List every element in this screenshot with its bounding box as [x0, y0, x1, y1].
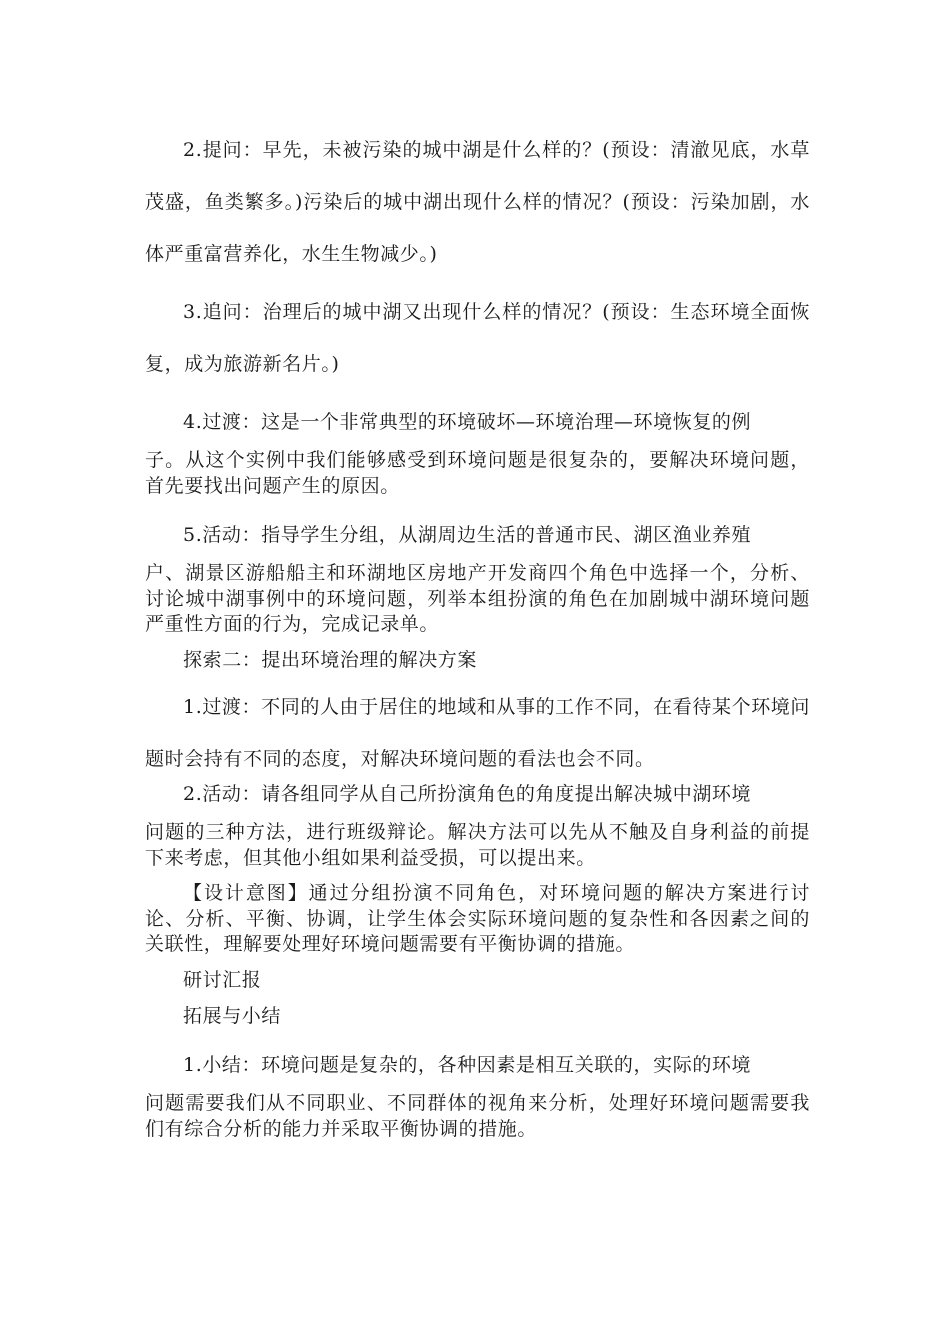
heading-report: 研讨汇报 [183, 969, 262, 991]
paragraph-activity-rest: 户、湖景区游船船主和环湖地区房地产开发商四个角色中选择一个，分析、讨论城中湖事例中的环境问题，列举本组扮演的角色在加剧城中湖环境问题严重性方面的行为，完成记录单。 [145, 562, 810, 635]
paragraph-activity-line1: 5.活动：指导学生分组，从湖周边生活的普通市民、湖区渔业养殖 [183, 524, 752, 546]
paragraph-activity-two-line1: 2.活动：请各组同学从自己所扮演角色的角度提出解决城中湖环境 [183, 783, 752, 805]
paragraph-activity-two-rest: 问题的三种方法，进行班级辩论。解决方法可以先从不触及自身利益的前提下来考虑，但其他小组如果利益受损，可以提出来。 [145, 821, 810, 869]
paragraph-transition-line1: 4.过渡：这是一个非常典型的环境破坏—环境治理—环境恢复的例 [183, 411, 752, 433]
paragraph-transition [145, 396, 810, 499]
heading-explore-two: 探索二：提出环境治理的解决方案 [183, 649, 478, 671]
paragraph-follow-up: 3.追问：治理后的城中湖又出现什么样的情况？(预设：生态环境全面恢复，成为旅游新名片。) [145, 301, 810, 375]
paragraph-transition-rest: 子。从这个实例中我们能够感受到环境问题是很复杂的，要解决环境问题，首先要找出问题产生的原因。 [145, 449, 810, 497]
paragraph-question: 2.提问：早先，未被污染的城中湖是什么样的？(预设：清澈见底，水草茂盛，鱼类繁多。)污染后的城中湖出现什么样的情况？(预设：污染加剧，水体严重富营养化，水生生物减少。) [145, 139, 810, 265]
paragraph-summary-line1: 1.小结：环境问题是复杂的，各种因素是相互关联的，实际的环境 [183, 1054, 752, 1076]
paragraph-activity-two [145, 768, 810, 871]
paragraph-design-intent: 【设计意图】通过分组扮演不同角色，对环境问题的解决方案进行讨论、分析、平衡、协调，让学生体会实际环境问题的复杂性和各因素之间的关联性，理解要处理好环境问题需要有平衡协调的措施。 [145, 882, 810, 955]
paragraph-transition-two: 1.过渡：不同的人由于居住的地域和从事的工作不同，在看待某个环境问题时会持有不同的态度，对解决环境问题的看法也会不同。 [145, 696, 810, 770]
paragraph-activity [145, 509, 810, 638]
paragraph-summary [145, 1039, 810, 1142]
heading-extend-summary: 拓展与小结 [183, 1005, 282, 1027]
paragraph-summary-rest: 问题需要我们从不同职业、不同群体的视角来分析，处理好环境问题需要我们有综合分析的能力并采取平衡协调的措施。 [145, 1092, 810, 1140]
